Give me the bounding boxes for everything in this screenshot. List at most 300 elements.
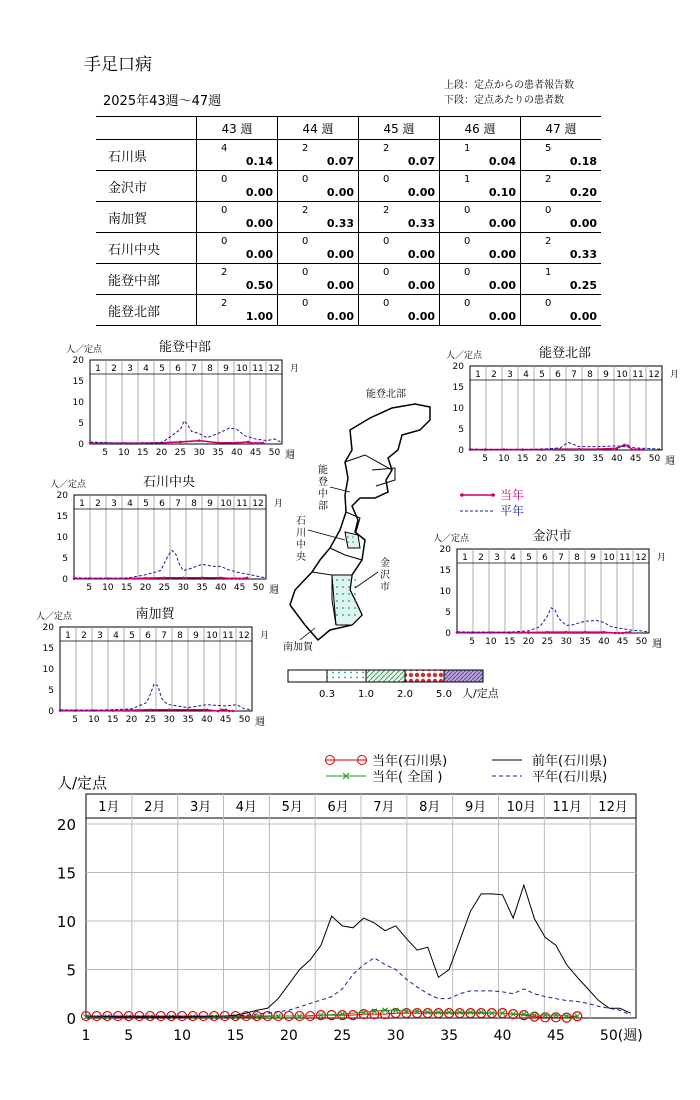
scale-swatch — [444, 670, 483, 682]
current-point — [247, 441, 250, 444]
report-count: 0 — [221, 236, 228, 247]
x-tick-label: 10 — [102, 583, 114, 593]
per-sentinel-rate: 0.00 — [407, 279, 435, 292]
per-sentinel-rate: 0.33 — [569, 248, 597, 261]
legend-current-marker — [491, 493, 495, 497]
x-tick-label: 35 — [212, 448, 224, 458]
current-point — [144, 577, 147, 580]
current-point — [224, 708, 227, 711]
per-sentinel-rate: 0.00 — [488, 310, 516, 323]
x-tick-label: 35 — [196, 583, 208, 593]
chart-title: 能登中部 — [158, 340, 212, 355]
x-tick-label: 10 — [88, 715, 100, 725]
month-label: 9 — [590, 553, 596, 563]
month-label: 12 — [648, 370, 660, 380]
month-axis-label: 月 — [290, 364, 300, 374]
y-tick-label: 10 — [439, 587, 451, 597]
y-tick-label: 5 — [458, 425, 464, 435]
leader-line — [355, 572, 378, 588]
current-point — [168, 708, 171, 711]
x-tick-label: 35 — [579, 637, 591, 647]
current-point — [254, 442, 257, 445]
x-tick-label: 5 — [124, 1028, 134, 1044]
y-tick-label: 10 — [56, 913, 76, 931]
x-tick-label: 50 — [268, 448, 281, 458]
y-tick-label: 15 — [42, 644, 54, 654]
week-header: 47 週 — [521, 117, 602, 140]
x-tick-label: 15 — [136, 448, 149, 458]
month-label: 7 — [161, 631, 167, 641]
report-count: 0 — [383, 174, 390, 185]
x-tick-label: 45 — [616, 637, 629, 647]
x-tick-label: 35 — [592, 454, 604, 464]
report-count: 2 — [383, 143, 390, 154]
current-point — [235, 577, 238, 580]
period-label: 2025年43週～47週 — [103, 94, 222, 109]
month-label: 4 — [127, 499, 133, 509]
x-tick-label: 40 — [611, 454, 623, 464]
y-tick-label: 0 — [48, 707, 54, 717]
x-tick-label: 25 — [554, 454, 567, 464]
y-tick-label: 10 — [42, 665, 54, 675]
month-label: 1 — [95, 364, 101, 374]
month-label: 10 — [603, 553, 615, 563]
region-name: 能登中部 — [96, 264, 197, 295]
report-count: 2 — [221, 298, 228, 309]
per-sentinel-rate: 0.33 — [326, 217, 354, 230]
y-tick-label: 0 — [62, 575, 68, 585]
current-point — [603, 631, 606, 634]
mini-chart — [433, 528, 666, 650]
chart-title: 南加賀 — [135, 607, 175, 622]
per-sentinel-rate: 0.00 — [569, 217, 597, 230]
mini-chart — [36, 606, 269, 728]
report-count: 2 — [383, 205, 390, 216]
kanazawa-dot — [348, 607, 350, 609]
y-tick-label: 15 — [439, 566, 451, 576]
month-label: 3 — [507, 370, 513, 380]
note-lower: 下段：定点あたりの患者数 — [444, 95, 564, 106]
month-label: 6 — [175, 364, 181, 374]
prefecture-outline — [290, 404, 430, 640]
month-label: 12 — [635, 553, 647, 563]
legend-label: 当年(石川県) — [372, 754, 448, 769]
page-title: 手足口病 — [84, 55, 152, 75]
per-sentinel-rate: 0.20 — [569, 186, 597, 199]
scale-tick-label: 1.0 — [358, 689, 374, 700]
month-label: 4 — [510, 553, 516, 563]
month-label: 11 — [619, 553, 631, 563]
y-tick-label: 5 — [62, 554, 68, 564]
scale-swatch — [405, 670, 444, 682]
unit-label: 人／定点 — [433, 534, 470, 544]
y-tick-label: 5 — [66, 961, 76, 980]
scale-swatch — [366, 670, 405, 682]
kanazawa-dot — [342, 586, 344, 588]
mini-chart — [66, 339, 299, 461]
report-count: 5 — [545, 143, 552, 154]
kanazawa-area — [332, 575, 362, 625]
month-label: 10月 — [506, 800, 537, 815]
current-point — [578, 448, 581, 451]
y-tick-label: 15 — [452, 383, 464, 393]
x-tick-label: 15 — [120, 583, 133, 593]
x-tick-label: 20 — [139, 583, 152, 593]
map-label-noto-chubu: 能 — [318, 465, 328, 476]
x-tick-label: 5 — [102, 448, 108, 458]
y-tick-label: 0 — [458, 446, 464, 456]
current-point — [597, 448, 600, 451]
x-tick-label: 30 — [193, 448, 205, 458]
mini-chart — [50, 474, 283, 596]
region-name: 南加賀 — [96, 202, 197, 233]
chuo-dot — [347, 536, 349, 538]
x-axis-label: 週 — [652, 639, 662, 650]
current-point — [201, 576, 204, 579]
x-tick-label: 5 — [86, 583, 92, 593]
month-label: 5 — [129, 631, 135, 641]
region-name: 能登北部 — [96, 295, 197, 326]
month-label: 4 — [113, 631, 119, 641]
month-label: 10 — [206, 631, 218, 641]
report-count: 0 — [464, 267, 471, 278]
y-tick-label: 15 — [72, 377, 84, 387]
per-sentinel-rate: 0.00 — [488, 217, 516, 230]
x-axis-label: 週 — [665, 456, 675, 467]
month-axis-label: 月 — [274, 499, 284, 509]
current-point — [179, 441, 182, 444]
current-point — [565, 631, 568, 634]
x-tick-label: 5 — [72, 715, 78, 725]
per-sentinel-rate: 0.00 — [326, 310, 354, 323]
report-count: 1 — [464, 174, 471, 185]
kanazawa-dot — [336, 579, 338, 581]
month-label: 9 — [223, 364, 229, 374]
current-point — [236, 441, 239, 444]
current-point — [163, 576, 166, 579]
kanazawa-dot — [354, 607, 356, 609]
annual-chart — [57, 774, 643, 1044]
x-tick-label: 30 — [386, 1028, 405, 1044]
month-label: 6 — [542, 553, 548, 563]
series-legend — [460, 487, 524, 518]
per-sentinel-rate: 0.50 — [245, 279, 273, 292]
y-tick-label: 20 — [72, 356, 84, 366]
x-tick-label: 40 — [493, 1028, 512, 1044]
y-tick-label: 0 — [78, 440, 84, 450]
month-label: 1 — [79, 499, 85, 509]
week-header: 45 週 — [359, 117, 440, 140]
current-point — [246, 576, 249, 579]
x-tick-label: 25 — [158, 583, 171, 593]
per-sentinel-rate: 0.04 — [488, 155, 516, 168]
month-label: 7 — [558, 553, 564, 563]
month-label: 8 — [207, 364, 213, 374]
week-header: 46 週 — [440, 117, 521, 140]
map-label-noto-chubu: 中 — [318, 489, 328, 500]
current-point — [149, 708, 152, 711]
current-point — [618, 632, 621, 635]
month-label: 8月 — [419, 800, 441, 815]
x-tick-label: 20 — [522, 637, 535, 647]
x-tick-label: 15 — [516, 454, 529, 464]
month-axis-label: 月 — [657, 553, 667, 563]
x-tick-label: 10 — [118, 448, 130, 458]
current-point — [634, 448, 637, 451]
scale-unit-label: 人/定点 — [462, 687, 499, 700]
month-label: 11月 — [552, 800, 583, 815]
month-label: 6 — [159, 499, 165, 509]
color-scale — [288, 670, 500, 700]
x-tick-label: 40 — [231, 448, 243, 458]
current-point — [220, 576, 223, 579]
month-label: 11 — [632, 370, 644, 380]
month-label: 11 — [222, 631, 234, 641]
per-sentinel-rate: 0.00 — [407, 310, 435, 323]
x-tick-label: 5 — [469, 637, 475, 647]
unit-label: 人／定点 — [66, 345, 103, 355]
current-point — [584, 631, 587, 634]
x-tick-label: 25 — [541, 637, 554, 647]
current-point — [217, 441, 220, 444]
map-label-ishikawa-chuo: 川 — [296, 528, 306, 539]
month-label: 3 — [494, 553, 500, 563]
map-label-ishikawa-chuo: 央 — [296, 552, 306, 563]
month-label: 9月 — [464, 800, 487, 815]
current-point — [221, 708, 224, 711]
kanazawa-dot — [354, 593, 356, 595]
month-label: 2 — [81, 631, 87, 641]
map-label-noto-hokubu: 能登北部 — [366, 389, 406, 400]
per-sentinel-rate: 0.00 — [407, 248, 435, 261]
kanazawa-dot — [336, 593, 338, 595]
month-label: 2 — [478, 553, 484, 563]
x-tick-label: 15 — [503, 637, 516, 647]
month-label: 11 — [252, 364, 264, 374]
month-label: 4 — [523, 370, 529, 380]
note-upper: 上段：定点からの患者報告数 — [444, 80, 574, 91]
per-sentinel-rate: 0.25 — [569, 279, 597, 292]
month-label: 7月 — [373, 800, 395, 815]
kanazawa-dot — [348, 579, 350, 581]
month-label: 3月 — [189, 800, 212, 815]
kanazawa-dot — [354, 600, 356, 602]
x-tick-label: 50 — [648, 454, 661, 464]
report-count: 0 — [302, 236, 309, 247]
x-tick-label: 40 — [598, 637, 610, 647]
current-point — [621, 632, 624, 635]
month-label: 6 — [555, 370, 561, 380]
month-label: 5 — [143, 499, 149, 509]
month-label: 8 — [191, 499, 197, 509]
month-label: 10 — [616, 370, 628, 380]
scale-tick-label: 2.0 — [397, 689, 413, 700]
map-label-kanazawa: 市 — [380, 582, 390, 593]
x-tick-label: 40 — [215, 583, 227, 593]
kanazawa-dot — [342, 593, 344, 595]
kanazawa-dot — [354, 614, 356, 616]
legend-current-marker — [460, 493, 464, 497]
y-tick-label: 10 — [452, 404, 464, 414]
y-tick-label: 0 — [66, 1010, 76, 1028]
x-tick-label: 5 — [482, 454, 488, 464]
report-count: 0 — [383, 236, 390, 247]
kanazawa-dot — [354, 579, 356, 581]
x-tick-label: 20 — [535, 454, 548, 464]
unit-label: 人／定点 — [446, 351, 483, 361]
week-header: 43 週 — [197, 117, 278, 140]
x-axis-label: 週 — [255, 717, 265, 728]
x-tick-label: 30 — [163, 715, 175, 725]
x-tick-label: 30 — [177, 583, 189, 593]
month-axis-label: 月 — [670, 370, 680, 380]
x-tick-label: 45 — [546, 1028, 565, 1044]
map-label-kanazawa: 沢 — [380, 570, 390, 581]
map-label-noto-chubu: 登 — [318, 477, 328, 488]
x-tick-label: 45 — [233, 583, 246, 593]
report-count: 0 — [464, 205, 471, 216]
per-sentinel-rate: 0.33 — [407, 217, 435, 230]
report-count: 1 — [464, 143, 471, 154]
chuo-dot — [347, 541, 349, 543]
current-point — [182, 576, 185, 579]
per-sentinel-rate: 0.00 — [488, 279, 516, 292]
current-point — [238, 577, 241, 580]
kanazawa-dot — [342, 607, 344, 609]
x-tick-label: 50 — [252, 583, 265, 593]
x-tick-label: 45 — [219, 715, 232, 725]
chuo-dot — [352, 541, 354, 543]
month-label: 5月 — [281, 800, 303, 815]
month-label: 7 — [175, 499, 181, 509]
current-point — [616, 447, 619, 450]
month-label: 2 — [491, 370, 497, 380]
region-name: 石川中央 — [96, 233, 197, 264]
map-label-ishikawa-chuo: 中 — [296, 540, 306, 551]
kanazawa-dot — [348, 586, 350, 588]
week-header: 44 週 — [278, 117, 359, 140]
per-sentinel-rate: 0.00 — [569, 310, 597, 323]
x-tick-label: 25 — [144, 715, 157, 725]
x-tick-label: 1 — [81, 1028, 91, 1044]
month-label: 9 — [207, 499, 213, 509]
region-name: 金沢市 — [96, 171, 197, 202]
report-count: 2 — [302, 205, 309, 216]
y-tick-label: 20 — [56, 816, 76, 834]
current-point — [187, 708, 190, 711]
current-point — [198, 439, 201, 442]
kanazawa-dot — [336, 607, 338, 609]
x-tick-label: 50 — [238, 715, 251, 725]
series-line-3 — [86, 958, 631, 1016]
chart-title: 石川中央 — [142, 475, 196, 490]
x-tick-label: 25 — [174, 448, 187, 458]
scale-tick-label: 0.3 — [319, 689, 335, 700]
report-count: 0 — [464, 298, 471, 309]
per-sentinel-rate: 0.00 — [245, 248, 273, 261]
x-tick-label: 50 — [635, 637, 648, 647]
report-count: 0 — [383, 298, 390, 309]
unit-label: 人／定点 — [50, 480, 87, 490]
map-label-kanazawa: 金 — [380, 558, 390, 569]
map-label-noto-chubu: 部 — [318, 501, 328, 512]
current-point — [231, 577, 234, 580]
current-point — [251, 442, 254, 445]
per-sentinel-rate: 0.14 — [245, 155, 273, 168]
y-tick-label: 20 — [452, 362, 464, 372]
legend-label: 前年(石川県) — [532, 754, 608, 769]
x-tick-label: 20 — [155, 448, 168, 458]
map-label-ishikawa-chuo: 石 — [296, 516, 306, 527]
report-count: 0 — [302, 174, 309, 185]
month-label: 3 — [127, 364, 133, 374]
kanazawa-dot — [336, 586, 338, 588]
x-tick-label: 20 — [279, 1028, 298, 1044]
month-label: 2 — [95, 499, 101, 509]
kanazawa-dot — [336, 614, 338, 616]
month-label: 7 — [571, 370, 577, 380]
report-count: 0 — [302, 267, 309, 278]
chart-title: 能登北部 — [538, 346, 592, 361]
current-point — [123, 442, 126, 445]
per-sentinel-rate: 0.00 — [245, 217, 273, 230]
current-point — [206, 708, 209, 711]
y-tick-label: 15 — [56, 512, 68, 522]
x-tick-label: 25 — [333, 1028, 352, 1044]
month-label: 8 — [587, 370, 593, 380]
per-sentinel-rate: 0.07 — [326, 155, 354, 168]
month-label: 1 — [475, 370, 481, 380]
month-label: 5 — [526, 553, 532, 563]
per-sentinel-rate: 1.00 — [245, 310, 273, 323]
y-tick-label: 5 — [48, 686, 54, 696]
per-sentinel-rate: 0.07 — [407, 155, 435, 168]
x-tick-label: 15 — [226, 1028, 245, 1044]
x-tick-label: 45 — [629, 454, 642, 464]
current-point — [614, 632, 617, 635]
month-label: 7 — [191, 364, 197, 374]
x-tick-label: 15 — [106, 715, 119, 725]
kanazawa-dot — [342, 614, 344, 616]
y-tick-label: 15 — [56, 864, 76, 883]
scale-tick-label: 5.0 — [436, 689, 452, 700]
y-tick-label: 20 — [42, 623, 54, 633]
report-count: 2 — [545, 174, 552, 185]
current-point — [242, 577, 245, 580]
current-point — [258, 442, 261, 445]
month-axis-label: 月 — [260, 631, 270, 641]
x-axis-label: 週 — [269, 585, 279, 596]
month-label: 1 — [462, 553, 468, 563]
legend-label: 平年(石川県) — [532, 770, 608, 785]
per-sentinel-rate: 0.10 — [488, 186, 516, 199]
current-point — [228, 710, 231, 713]
current-point — [217, 710, 220, 713]
current-point — [638, 448, 641, 451]
chuo-dot — [352, 536, 354, 538]
kanazawa-dot — [348, 614, 350, 616]
report-count: 0 — [221, 174, 228, 185]
x-tick-label: 45 — [249, 448, 262, 458]
report-count: 0 — [545, 298, 552, 309]
y-tick-label: 10 — [72, 398, 84, 408]
x-tick-label: 10 — [173, 1028, 192, 1044]
kanazawa-dot — [342, 600, 344, 602]
month-label: 12 — [252, 499, 264, 509]
y-tick-label: 5 — [78, 419, 84, 429]
month-label: 6 — [145, 631, 151, 641]
x-tick-label: 35 — [440, 1028, 459, 1044]
